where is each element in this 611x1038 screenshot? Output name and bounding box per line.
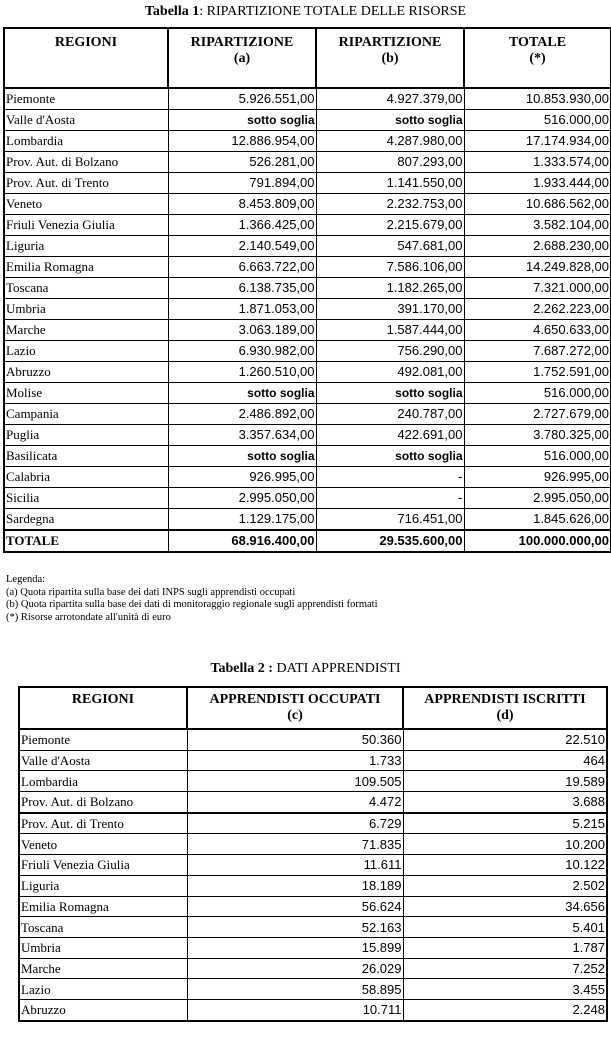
table-row — [19, 979, 607, 1000]
value-cell: 4.927.379,00 — [316, 88, 464, 110]
value-cell: 6.930.982,00 — [168, 341, 316, 362]
value-cell: 1.129.175,00 — [168, 509, 316, 531]
value-cell: 7.586.106,00 — [316, 257, 464, 278]
value-cell: 2.140.549,00 — [168, 236, 316, 257]
value-cell: 58.895 — [187, 979, 403, 1000]
value-cell: 7.252 — [403, 958, 607, 979]
table2-header-cell — [19, 687, 187, 729]
table-row — [4, 404, 611, 425]
value-cell: 2.502 — [403, 875, 607, 896]
table2-caption-text: DATI APPRENDISTI — [272, 661, 401, 676]
table1-header-cell — [316, 28, 464, 88]
table1-legend — [6, 574, 377, 624]
value-cell: 19.589 — [403, 771, 607, 792]
table-row — [4, 173, 611, 194]
header-line1: REGIONI — [71, 692, 135, 707]
region-cell: Sardegna — [4, 509, 168, 531]
value-cell: 26.029 — [187, 958, 403, 979]
table1-caption — [0, 3, 611, 21]
table-row — [4, 299, 611, 320]
region-cell: Lazio — [4, 341, 168, 362]
table-row — [4, 341, 611, 362]
total-value-cell: 29.535.600,00 — [316, 530, 464, 552]
header-line2: (b) — [381, 51, 399, 66]
apprentice-data-table — [18, 686, 608, 1022]
region-cell: Veneto — [4, 194, 168, 215]
value-cell: 4.472 — [187, 792, 403, 813]
table-row — [4, 257, 611, 278]
value-cell: 2.262.223,00 — [464, 299, 611, 320]
value-cell: 17.174.934,00 — [464, 131, 611, 152]
table-row — [4, 446, 611, 467]
table-row — [4, 110, 611, 131]
value-cell: 1.141.550,00 — [316, 173, 464, 194]
value-cell: 7.687.272,00 — [464, 341, 611, 362]
region-cell: Prov. Aut. di Trento — [19, 813, 187, 834]
region-cell: Piemonte — [19, 729, 187, 750]
table-row — [4, 215, 611, 236]
value-cell: sotto soglia — [316, 110, 464, 131]
region-cell: Basilicata — [4, 446, 168, 467]
table1-body — [4, 88, 611, 552]
header-line2: (a) — [233, 51, 251, 66]
table-row — [4, 467, 611, 488]
value-cell: 1.733 — [187, 750, 403, 771]
region-cell: Abruzzo — [4, 362, 168, 383]
value-cell: 7.321.000,00 — [464, 278, 611, 299]
value-cell: 5.401 — [403, 917, 607, 938]
value-cell: 516.000,00 — [464, 446, 611, 467]
value-cell: 71.835 — [187, 834, 403, 855]
legend-line: (a) Quota ripartita sulla base dei dati INPS sugli apprendisti occupati — [6, 586, 296, 598]
value-cell: 10.200 — [403, 834, 607, 855]
table1-header-cell — [464, 28, 611, 88]
table1-header-cell — [168, 28, 316, 88]
table-row — [19, 834, 607, 855]
value-cell: 756.290,00 — [316, 341, 464, 362]
value-cell: 1.260.510,00 — [168, 362, 316, 383]
value-cell: 2.486.892,00 — [168, 404, 316, 425]
table-row — [19, 750, 607, 771]
header-line1: RIPARTIZIONE — [338, 35, 442, 50]
value-cell: 2.688.230,00 — [464, 236, 611, 257]
table1-caption-text: : RIPARTIZIONE TOTALE DELLE RISORSE — [199, 4, 467, 19]
legend-line: Legenda: — [6, 574, 46, 585]
table-row — [19, 917, 607, 938]
table-row — [19, 999, 607, 1020]
table2-header-row — [19, 687, 607, 729]
value-cell: 926.995,00 — [168, 467, 316, 488]
region-cell: Friuli Venezia Giulia — [19, 855, 187, 876]
value-cell: 15.899 — [187, 937, 403, 958]
region-cell: Liguria — [19, 875, 187, 896]
region-cell: Prov. Aut. di Bolzano — [4, 152, 168, 173]
value-cell: 10.711 — [187, 999, 403, 1020]
header-line1: REGIONI — [54, 35, 118, 50]
region-cell: Toscana — [19, 917, 187, 938]
value-cell: - — [316, 467, 464, 488]
value-cell: 1.871.053,00 — [168, 299, 316, 320]
value-cell: 2.995.050,00 — [464, 488, 611, 509]
value-cell: 109.505 — [187, 771, 403, 792]
table1-caption-number: Tabella 1 — [144, 4, 200, 19]
value-cell: 4.650.633,00 — [464, 320, 611, 341]
table-row — [4, 362, 611, 383]
value-cell: 1.182.265,00 — [316, 278, 464, 299]
value-cell: 240.787,00 — [316, 404, 464, 425]
value-cell: 526.281,00 — [168, 152, 316, 173]
value-cell: 1.787 — [403, 937, 607, 958]
value-cell: sotto soglia — [168, 383, 316, 404]
header-line1: TOTALE — [508, 35, 567, 50]
header-line2: (d) — [496, 708, 514, 723]
table-row — [4, 509, 611, 531]
value-cell: 391.170,00 — [316, 299, 464, 320]
value-cell: 516.000,00 — [464, 110, 611, 131]
value-cell: 52.163 — [187, 917, 403, 938]
total-value-cell: 68.916.400,00 — [168, 530, 316, 552]
region-cell: Calabria — [4, 467, 168, 488]
value-cell: 807.293,00 — [316, 152, 464, 173]
header-line1: APPRENDISTI ISCRITTI — [424, 692, 586, 707]
region-cell: Toscana — [4, 278, 168, 299]
region-cell: Umbria — [19, 937, 187, 958]
table-row — [19, 771, 607, 792]
region-cell: Emilia Romagna — [4, 257, 168, 278]
table-row — [19, 937, 607, 958]
table1-header-cell — [4, 28, 168, 88]
value-cell: 18.189 — [187, 875, 403, 896]
table-row — [4, 152, 611, 173]
region-cell: Friuli Venezia Giulia — [4, 215, 168, 236]
table-row — [4, 236, 611, 257]
value-cell: sotto soglia — [316, 383, 464, 404]
value-cell: 22.510 — [403, 729, 607, 750]
region-cell: Liguria — [4, 236, 168, 257]
table-row — [4, 194, 611, 215]
table-row — [19, 792, 607, 813]
region-cell: Prov. Aut. di Bolzano — [19, 792, 187, 813]
region-cell: Piemonte — [4, 88, 168, 110]
region-cell: Abruzzo — [19, 999, 187, 1020]
value-cell: 3.063.189,00 — [168, 320, 316, 341]
value-cell: 6.663.722,00 — [168, 257, 316, 278]
value-cell: 3.357.634,00 — [168, 425, 316, 446]
value-cell: 10.122 — [403, 855, 607, 876]
table2-body — [19, 729, 607, 1021]
region-cell: Prov. Aut. di Trento — [4, 173, 168, 194]
value-cell: 2.995.050,00 — [168, 488, 316, 509]
region-cell: Umbria — [4, 299, 168, 320]
value-cell: 10.686.562,00 — [464, 194, 611, 215]
resource-distribution-table — [3, 27, 611, 553]
value-cell: 422.691,00 — [316, 425, 464, 446]
value-cell: 10.853.930,00 — [464, 88, 611, 110]
header-line1: APPRENDISTI OCCUPATI — [209, 692, 381, 707]
table-row — [4, 425, 611, 446]
region-cell: Molise — [4, 383, 168, 404]
table-row — [4, 88, 611, 110]
table-row — [19, 855, 607, 876]
table-row — [4, 383, 611, 404]
value-cell: 50.360 — [187, 729, 403, 750]
value-cell: 3.780.325,00 — [464, 425, 611, 446]
value-cell: 791.894,00 — [168, 173, 316, 194]
value-cell: 14.249.828,00 — [464, 257, 611, 278]
region-cell: Marche — [4, 320, 168, 341]
value-cell: 8.453.809,00 — [168, 194, 316, 215]
value-cell: 12.886.954,00 — [168, 131, 316, 152]
table-row — [4, 278, 611, 299]
legend-line: (*) Risorse arrotondate all'unità di euro — [6, 611, 171, 623]
value-cell: 3.455 — [403, 979, 607, 1000]
value-cell: 3.688 — [403, 792, 607, 813]
table-row — [4, 488, 611, 509]
region-cell: Valle d'Aosta — [4, 110, 168, 131]
header-line2: (*) — [529, 51, 546, 66]
header-line1: RIPARTIZIONE — [190, 35, 294, 50]
header-line2: (c) — [287, 708, 303, 723]
table2-caption-number: Tabella 2 : — [210, 661, 273, 676]
total-value-cell: 100.000.000,00 — [464, 530, 611, 552]
value-cell: 2.232.753,00 — [316, 194, 464, 215]
value-cell: 492.081,00 — [316, 362, 464, 383]
table1-header-row — [4, 28, 611, 88]
region-cell: Valle d'Aosta — [19, 750, 187, 771]
region-cell: Veneto — [19, 834, 187, 855]
value-cell: 11.611 — [187, 855, 403, 876]
value-cell: 6.138.735,00 — [168, 278, 316, 299]
value-cell: 2.215.679,00 — [316, 215, 464, 236]
value-cell: 547.681,00 — [316, 236, 464, 257]
value-cell: 464 — [403, 750, 607, 771]
table-row — [4, 320, 611, 341]
region-cell: Marche — [19, 958, 187, 979]
value-cell: - — [316, 488, 464, 509]
table-row — [19, 896, 607, 917]
region-cell: Puglia — [4, 425, 168, 446]
value-cell: 1.333.574,00 — [464, 152, 611, 173]
value-cell: 5.215 — [403, 813, 607, 834]
table-row — [4, 131, 611, 152]
value-cell: 1.587.444,00 — [316, 320, 464, 341]
value-cell: 3.582.104,00 — [464, 215, 611, 236]
value-cell: 926.995,00 — [464, 467, 611, 488]
region-cell: Lazio — [19, 979, 187, 1000]
value-cell: 2.727.679,00 — [464, 404, 611, 425]
table2-caption — [0, 660, 611, 678]
value-cell: 4.287.980,00 — [316, 131, 464, 152]
region-cell: Lombardia — [4, 131, 168, 152]
value-cell: sotto soglia — [316, 446, 464, 467]
value-cell: 1.933.444,00 — [464, 173, 611, 194]
region-cell: Emilia Romagna — [19, 896, 187, 917]
value-cell: 56.624 — [187, 896, 403, 917]
table-row — [19, 729, 607, 750]
value-cell: 34.656 — [403, 896, 607, 917]
value-cell: 5.926.551,00 — [168, 88, 316, 110]
region-cell: Lombardia — [19, 771, 187, 792]
value-cell: 6.729 — [187, 813, 403, 834]
table-row — [19, 958, 607, 979]
value-cell: sotto soglia — [168, 446, 316, 467]
table2-header-cell — [403, 687, 607, 729]
value-cell: 1.845.626,00 — [464, 509, 611, 531]
legend-line: (b) Quota ripartita sulla base dei dati di monitoraggio regionale sugli apprendisti formati — [6, 599, 378, 610]
region-cell: Sicilia — [4, 488, 168, 509]
table-row — [19, 875, 607, 896]
total-label-cell: TOTALE — [4, 530, 168, 552]
value-cell: 716.451,00 — [316, 509, 464, 531]
table2-header-cell — [187, 687, 403, 729]
total-row — [4, 530, 611, 552]
table-row — [19, 813, 607, 834]
value-cell: 516.000,00 — [464, 383, 611, 404]
value-cell: 1.752.591,00 — [464, 362, 611, 383]
region-cell: Campania — [4, 404, 168, 425]
value-cell: 2.248 — [403, 999, 607, 1020]
value-cell: sotto soglia — [168, 110, 316, 131]
value-cell: 1.366.425,00 — [168, 215, 316, 236]
